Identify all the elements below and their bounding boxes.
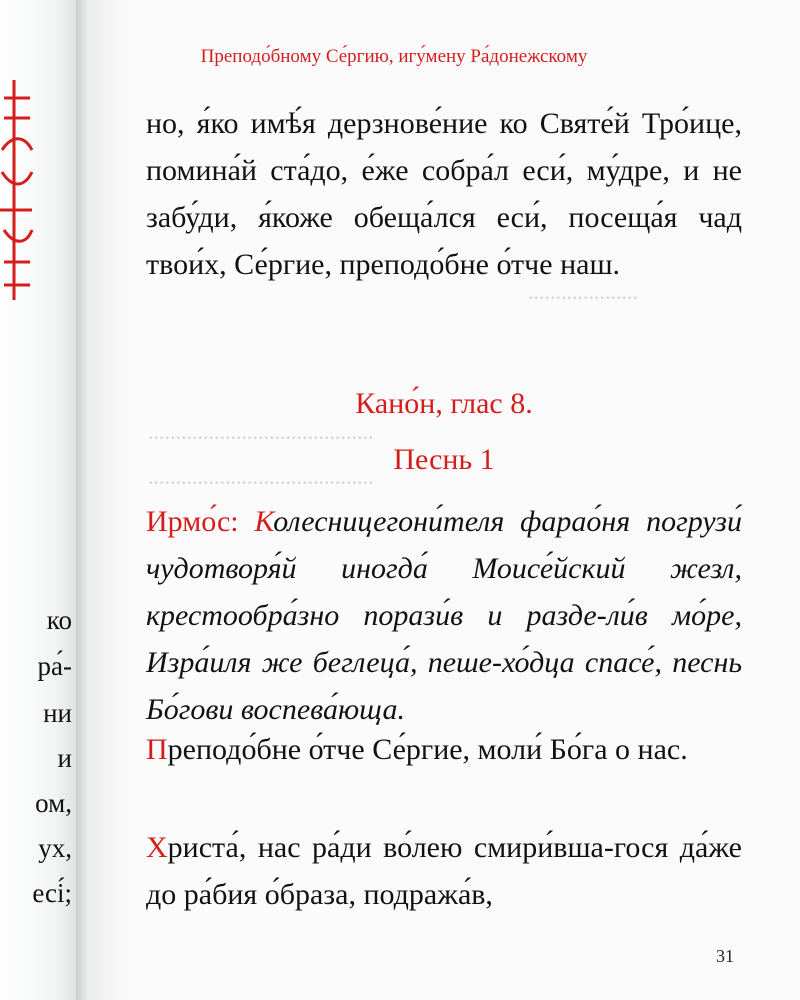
body-paragraph: но, я́ко имѣ́я дерзнове́ние ко Святе́й Тро́ице, помина́й ста́до, е́же собра́л еси́, му́дре, и не забу́ди, я́коже обеща́лся еси́, посеща́я чад твои́х, Се́ргие, преподо́бне о́тче наш. <box>146 107 742 281</box>
left-page <box>0 0 78 1000</box>
ornament-icon <box>0 80 34 300</box>
left-page-line: ра́- <box>37 651 72 681</box>
book-gutter <box>76 0 88 1000</box>
refrain-paragraph <box>146 726 742 773</box>
troparion-text: риста́, нас ра́ди во́лею смири́вша-гося да́же до ра́бия о́браза, подража́в, <box>146 831 742 911</box>
refrain-initial: П <box>146 733 168 766</box>
troparion-initial: Х <box>146 831 168 864</box>
left-page-line: и <box>57 743 72 773</box>
irmos-label: Ирмо́с: <box>146 505 239 538</box>
left-page-line: ко <box>46 605 72 635</box>
canon-title: Кано́н, глас 8. <box>355 387 533 420</box>
left-page-line: есі́; <box>32 878 72 908</box>
ode-title: Песнь 1 <box>393 443 495 476</box>
running-head: Преподо́бному Се́ргию, игу́мену Ра́донежскому <box>200 46 588 67</box>
irmos-initial: К <box>254 505 274 538</box>
refrain-text: реподо́бне о́тче Се́ргие, моли́ Бо́га о нас. <box>167 733 688 766</box>
left-page-line: ух, <box>38 833 72 863</box>
left-page-line: ни <box>43 698 72 728</box>
page-number: 31 <box>716 946 734 966</box>
left-page-line: ом, <box>35 788 72 818</box>
troparion-paragraph <box>146 824 742 918</box>
irmos-paragraph <box>146 498 742 733</box>
right-page: ∙∙∙∙∙∙∙∙∙∙∙∙∙∙∙∙∙∙∙∙ ∙∙∙∙∙∙∙∙∙∙∙∙∙∙∙∙∙∙∙∙∙∙∙∙∙∙∙∙∙∙∙∙∙∙∙∙∙∙∙∙∙ ∙∙∙∙∙∙∙∙∙∙∙∙∙∙∙∙∙∙∙∙∙∙∙∙∙∙∙∙∙∙∙∙∙∙∙∙∙∙∙∙∙ <box>88 0 800 1000</box>
irmos-text: олесницегони́теля фарао́ня погрузи́ чудотворя́й иногда́ Моисе́йский жезл, крестообра́зно порази́в и разде-ли́в мо́ре, Изра́иля же беглеца́, пеше-хо́дца спасе́, песнь Бо́гови воспева́юща. <box>146 505 743 726</box>
